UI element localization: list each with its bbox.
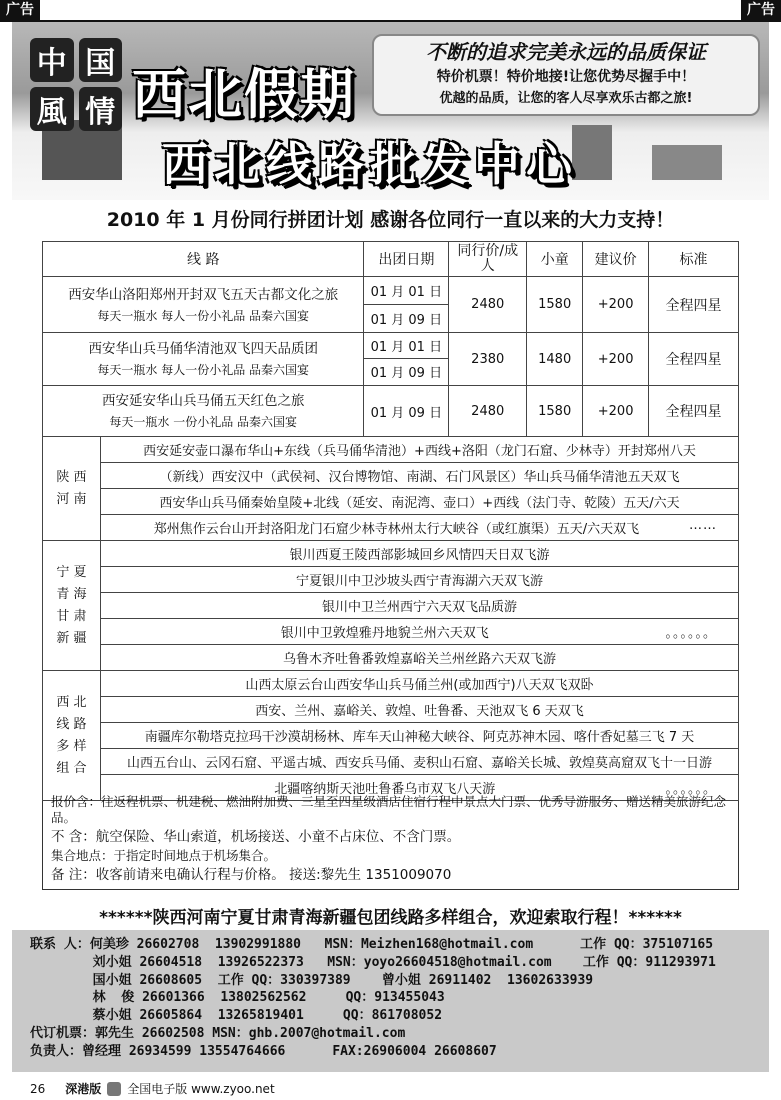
- contact-line: 负责人：曾经理 26934599 13554764666 FAX:26906004 26608607: [30, 1043, 497, 1059]
- contact-line: 林 俊 26601366 13802562562 QQ：913455043: [30, 990, 445, 1006]
- slogan-line-1: 不断的追求完美永远的品质保证: [426, 40, 706, 64]
- tour-row: [43, 386, 739, 437]
- edition-icon: [107, 1082, 121, 1096]
- tour-name: 西安华山洛阳郑州开封双飞五天古都文化之旅: [68, 286, 339, 303]
- group-label-line: 多 样: [56, 738, 87, 754]
- group-route: 北疆喀纳斯天池吐鲁番乌市双飞八天游 。。。。。。: [101, 775, 739, 801]
- header-suggest: 建议价: [583, 242, 649, 277]
- group-route: 宁夏银川中卫沙坡头西宁青海湖六天双飞游: [101, 567, 739, 593]
- tour-price: 2380: [449, 333, 527, 386]
- group-route: 山西太原云台山西安华山兵马俑兰州(或加西宁)八天双飞双卧: [101, 671, 739, 697]
- tour-date-cell: [364, 386, 449, 437]
- note-exclude: 不 含：航空保险、华山索道，机场接送、小童不占床位、不含门票。: [51, 829, 461, 845]
- page-number: 26: [30, 1081, 46, 1096]
- tour-date: 01 月 01 日: [364, 334, 448, 360]
- header-standard: 标准: [649, 242, 739, 277]
- contact-line: 代订机票：郭先生 26602508 MSN：ghb.2007@hotmail.com: [30, 1025, 406, 1041]
- tour-child: 1480: [527, 333, 583, 386]
- group-label-line: 河 南: [56, 491, 87, 507]
- group-route: 西安华山兵马俑秦始皇陵+北线（延安、南泥湾、壶口）+西线（法门寺、乾陵）五天/六天: [101, 489, 739, 515]
- group-label-line: 陕 西: [56, 469, 87, 485]
- group-route: 山西五台山、云冈石窟、平遥古城、西安兵马俑、麦积山石窟、嘉峪关长城、敦煌莫高窟双飞十一日游: [101, 749, 739, 775]
- logo-char: 情: [79, 87, 123, 131]
- group-label-line: 青 海: [56, 586, 87, 602]
- tour-standard: 全程四星: [649, 386, 739, 437]
- tour-route-cell: [43, 386, 364, 437]
- slogan-line-2: 特价机票！特价地接!让您优势尽握手中！: [436, 69, 696, 85]
- group-route-row: [43, 723, 739, 749]
- building-silhouette: [572, 125, 612, 180]
- group-route: （新线）西安汉中（武侯祠、汉台博物馆、南湖、石门风景区）华山兵马俑华清池五天双飞: [101, 463, 739, 489]
- tour-standard: 全程四星: [649, 277, 739, 333]
- tour-date: 01 月 01 日: [364, 278, 448, 305]
- group-route: 乌鲁木齐吐鲁番敦煌嘉峪关兰州丝路六天双飞游: [101, 645, 739, 671]
- tour-date-cell: [364, 333, 449, 386]
- header-banner: [12, 22, 769, 200]
- group-route-row: [43, 437, 739, 463]
- group-route-row: [43, 593, 739, 619]
- group-route-row: [43, 463, 739, 489]
- header-date: 出团日期: [364, 242, 449, 277]
- group-route-row: [43, 697, 739, 723]
- tour-perks: 每天一瓶水 一份小礼品 品秦六国宴: [109, 415, 298, 429]
- tour-price: 2480: [449, 386, 527, 437]
- tour-row: [43, 277, 739, 333]
- group-label-line: 线 路: [56, 716, 87, 732]
- ellipsis-mark: 。。。。。。: [665, 782, 717, 797]
- tour-name: 西安延安华山兵马俑五天红色之旅: [101, 393, 305, 409]
- plan-title: 2010 年 1 月份同行拼团计划 感谢各位同行一直以来的大力支持！: [106, 209, 675, 231]
- group-label: [43, 541, 101, 671]
- group-label-line: 甘 肃: [56, 608, 87, 624]
- group-route-row: [43, 749, 739, 775]
- group-route-row: [43, 515, 739, 541]
- group-route-row: [43, 567, 739, 593]
- group-route-row: [43, 671, 739, 697]
- tour-row: [43, 333, 739, 386]
- china-style-logo: [30, 38, 122, 130]
- group-label-line: 宁 夏: [56, 564, 87, 580]
- ellipsis-mark: 。。。。。。: [665, 626, 717, 641]
- brand-title: 西北假期: [132, 63, 356, 126]
- note-meet: 集合地点：于指定时间地点于机场集合。: [51, 848, 277, 863]
- contact-line: 联系 人：何美珍 26602708 13902991880 MSN：Meizhen168@hotmail.com 工作 QQ：375107165: [30, 937, 714, 952]
- tour-suggest: +200: [583, 333, 649, 386]
- tour-perks: 每天一瓶水 每人一份小礼品 品秦六国宴: [97, 363, 310, 377]
- contact-block: [12, 930, 769, 1072]
- combo-banner: ******陕西河南宁夏甘肃青海新疆包团线路多样组合，欢迎索取行程！******: [99, 908, 682, 928]
- tour-route-cell: [43, 333, 364, 386]
- group-route: 西安、兰州、嘉峪关、敦煌、吐鲁番、天池双飞 6 天双飞: [101, 697, 739, 723]
- tour-date-cell: [364, 277, 449, 333]
- tour-child: 1580: [527, 386, 583, 437]
- group-route: 南疆库尔勒塔克拉玛干沙漠胡杨林、库车天山神秘大峡谷、阿克苏神木园、喀什香妃墓三飞 7 天: [101, 723, 739, 749]
- contact-line: 国小姐 26608605 工作 QQ：330397389 曾小姐 26911402 13602633939: [30, 972, 594, 988]
- price-notes: [43, 790, 738, 889]
- tour-perks: 每天一瓶水 每人一份小礼品 品秦六国宴: [97, 308, 310, 323]
- note-include: 报价含：往返程机票、机建税、燃油附加费、三星至四星级酒店住宿行程中景点大门票、优秀导游服务、赠送精美旅游纪念品。: [51, 794, 727, 825]
- logo-char: 風: [30, 87, 74, 131]
- ellipsis-mark: ……: [689, 518, 717, 533]
- logo-char: 中: [30, 38, 74, 82]
- header-child: 小童: [527, 242, 583, 277]
- group-label: [43, 671, 101, 801]
- tour-route-cell: [43, 277, 364, 333]
- ad-tag-left: 广告: [0, 0, 40, 20]
- group-route-row: [43, 541, 739, 567]
- building-silhouette: [652, 145, 722, 180]
- group-route: 银川西夏王陵西部影城回乡风情四天日双飞游: [101, 541, 739, 567]
- tour-suggest: +200: [583, 277, 649, 333]
- note-remark: 备 注：收客前请来电确认行程与价格。 接送:黎先生 1351009070: [51, 867, 452, 883]
- group-route: 西安延安壶口瀑布华山+东线（兵马俑华清池）+西线+洛阳（龙门石窟、少林寺）开封郑州八天: [101, 437, 739, 463]
- group-label-line: 新 疆: [56, 630, 87, 646]
- slogan-line-3: 优越的品质，让您的客人尽享欢乐古都之旅!: [439, 91, 693, 106]
- header-price: 同行价/成人: [449, 242, 527, 277]
- tour-schedule-table: [42, 241, 739, 890]
- site-link[interactable]: 全国电子版 www.zyoo.net: [127, 1082, 275, 1096]
- group-route-row: [43, 619, 739, 645]
- group-label-line: 西 北: [56, 694, 87, 710]
- tour-date: 01 月 09 日: [370, 312, 443, 328]
- header-route: 线 路: [43, 242, 364, 277]
- contact-line: 蔡小姐 26605864 13265819401 QQ：861708052: [30, 1008, 443, 1024]
- tour-suggest: +200: [583, 386, 649, 437]
- group-label: [43, 437, 101, 541]
- group-route-row: [43, 489, 739, 515]
- group-route: 银川中卫敦煌雅丹地貌兰州六天双飞 。。。。。。: [101, 619, 739, 645]
- tour-child: 1580: [527, 277, 583, 333]
- slogan-box: [372, 34, 760, 116]
- edition-label: 深港版: [65, 1082, 102, 1096]
- logo-char: 国: [79, 38, 123, 82]
- group-label-line: 组 合: [56, 760, 87, 776]
- tour-date: 01 月 09 日: [370, 405, 443, 421]
- group-route: 郑州焦作云台山开封洛阳龙门石窟少林寺林州太行大峡谷（或红旗渠）五天/六天双飞 ……: [101, 515, 739, 541]
- tour-price: 2480: [449, 277, 527, 333]
- tour-standard: 全程四星: [649, 333, 739, 386]
- tour-date: 01 月 09 日: [370, 366, 443, 382]
- group-route: 银川中卫兰州西宁六天双飞品质游: [101, 593, 739, 619]
- tour-name: 西安华山兵马俑华清池双飞四天品质团: [88, 341, 318, 357]
- group-route-row: [43, 645, 739, 671]
- ad-tag-right: 广告: [741, 0, 781, 20]
- footer: [30, 1080, 275, 1097]
- contact-line: 刘小姐 26604518 13926522373 MSN：yoyo26604518@hotmail.com 工作 QQ：911293971: [30, 954, 716, 970]
- center-title: 西北线路批发中心: [162, 137, 578, 191]
